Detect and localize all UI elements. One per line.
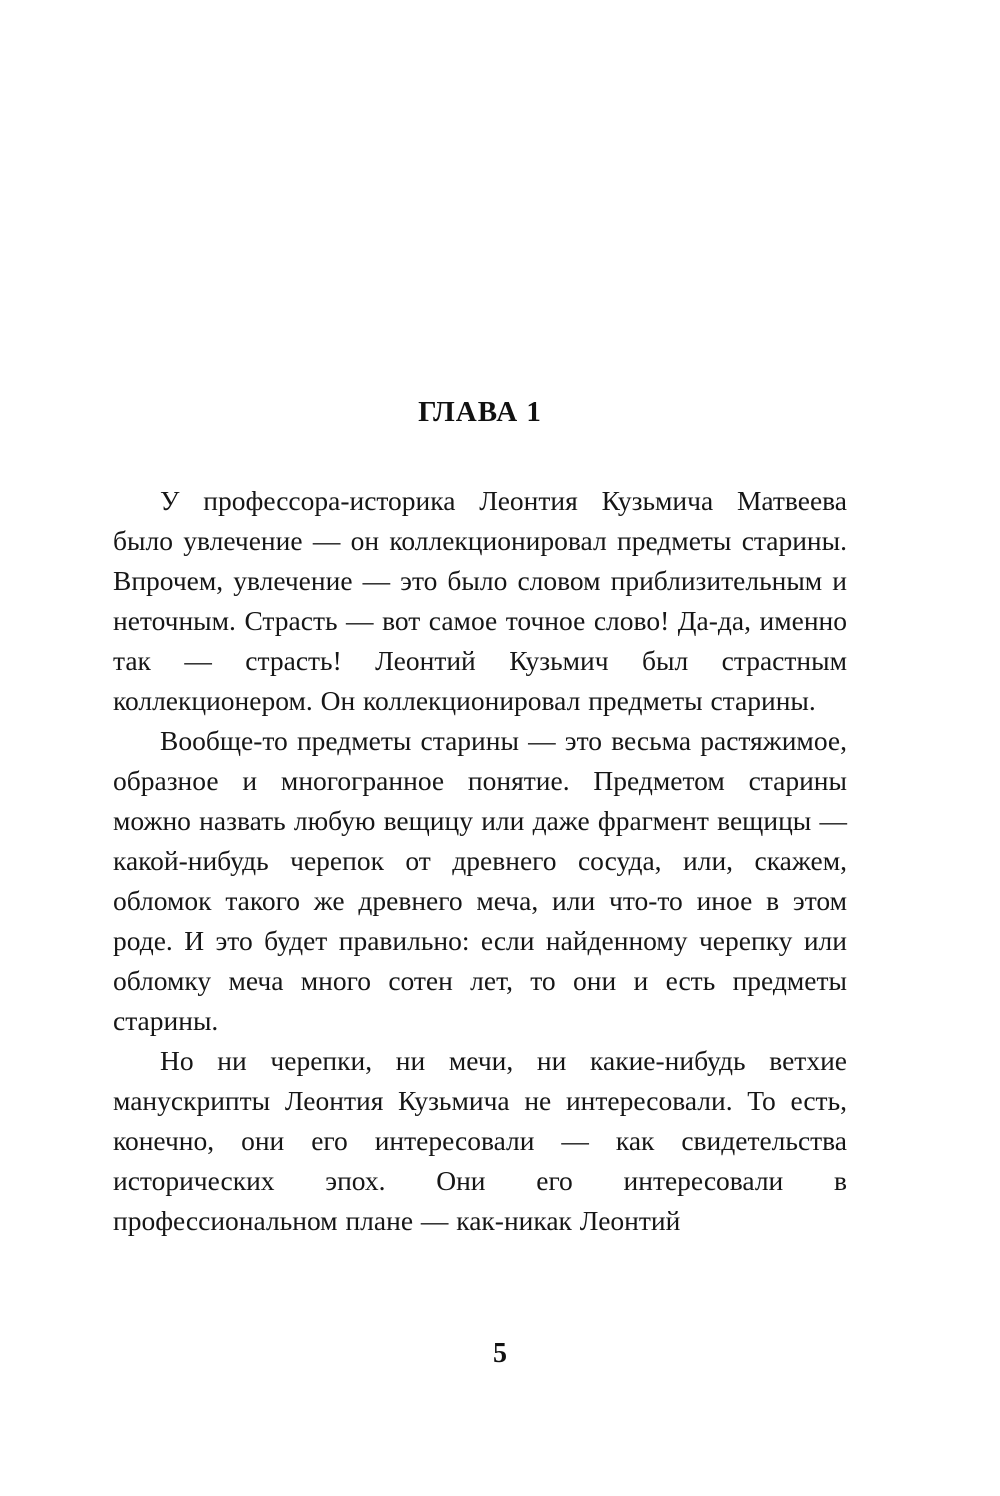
paragraph: Вообще-то предметы старины — это весьма растяжимое, образное и многогранное понятие. Предметом старины можно назвать любую вещицу или даже фрагмент вещицы — какой-нибудь черепок от древнего сосуда, или, скажем, обломок такого же древнего меча, или что-то иное в этом роде. И это будет правильно: если найденному черепку или обломку меча много сотен лет, то они и есть предметы старины. [113, 725, 847, 1036]
text-block [113, 396, 847, 1241]
page-number: 5 [493, 1338, 507, 1369]
paragraph: Но ни черепки, ни мечи, ни какие-нибудь ветхие манускрипты Леонтия Кузьмича не интересовали. То есть, конечно, они его интересовали — как свидетельства исторических эпох. Они его интересовали в профессиональном плане — как-никак Леонтий [113, 1045, 847, 1236]
paragraph-container [113, 481, 847, 1241]
chapter-heading: ГЛАВА 1 [418, 396, 542, 428]
paragraph: У профессора-историка Леонтия Кузьмича Матвеева было увлечение — он коллекционировал предметы старины. Впрочем, увлечение — это было словом приблизительным и неточным. Страсть — вот самое точное слово! Да-да, именно так — страсть! Леонтий Кузьмич был страстным коллекционером. Он коллекционировал предметы старины. [113, 485, 847, 716]
